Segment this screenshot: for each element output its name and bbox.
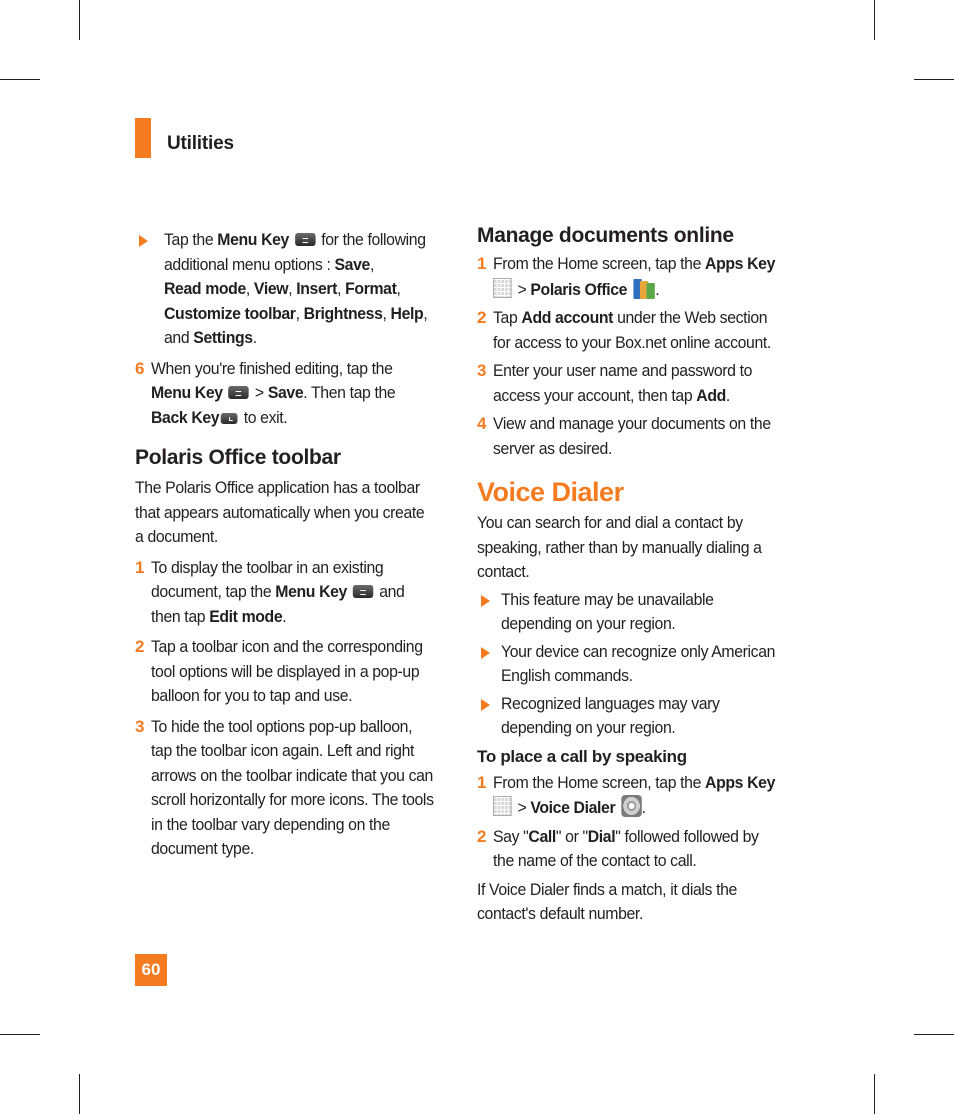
page-number: 60 xyxy=(135,954,167,986)
triangle-bullet-icon xyxy=(477,692,501,716)
voice-bullet-2 xyxy=(477,640,797,689)
step-6 xyxy=(135,357,455,431)
crop-mark xyxy=(874,1074,875,1114)
step-number: 2 xyxy=(135,637,145,656)
triangle-bullet-icon xyxy=(135,228,164,252)
text-run: From the Home screen, tap the xyxy=(493,772,706,792)
option-read-mode: Read mode xyxy=(164,279,246,298)
text-run: " followed followed by the name of the contact to call. xyxy=(493,826,759,870)
separator: , xyxy=(369,254,374,274)
manage-step-4 xyxy=(477,412,797,461)
text-run: Tap xyxy=(493,308,522,327)
triangle-bullet-icon xyxy=(477,640,501,664)
separator: , xyxy=(245,279,254,298)
call-step-1-text xyxy=(493,771,776,821)
text-run: . Then tap the xyxy=(303,383,396,402)
section-accent-bar xyxy=(135,118,151,158)
polaris-office-icon xyxy=(633,277,655,299)
edit-mode-label: Edit mode xyxy=(209,606,283,626)
option-settings: Settings xyxy=(193,328,253,347)
section-header xyxy=(135,118,234,158)
voice-dialer-icon xyxy=(621,795,641,817)
text-run: When you're finished editing, tap the xyxy=(151,358,393,378)
right-column xyxy=(477,224,797,927)
option-view: View xyxy=(253,279,289,298)
left-column xyxy=(135,228,455,862)
voice-dialer-heading: Voice Dialer xyxy=(477,477,624,507)
text-run: Tap the xyxy=(164,230,218,249)
crop-mark xyxy=(0,1034,40,1035)
apps-key-icon xyxy=(493,796,512,816)
step-number: 2 xyxy=(477,308,487,327)
text-run: From the Home screen, tap the xyxy=(493,254,706,273)
manage-step-2-text xyxy=(493,306,776,355)
text-run: Say " xyxy=(493,826,529,846)
dial-label: Dial xyxy=(587,826,616,846)
option-insert: Insert xyxy=(296,279,338,298)
call-step-2 xyxy=(477,825,797,874)
separator: , xyxy=(382,303,391,323)
back-key-icon xyxy=(221,413,238,424)
step-6-text xyxy=(151,357,434,431)
call-step-1 xyxy=(477,771,797,821)
menu-key-icon xyxy=(295,233,315,246)
call-heading: To place a call by speaking xyxy=(477,746,687,766)
voice-bullet-3-text: Recognized languages may vary depending on your region. xyxy=(501,693,720,737)
option-format: Format xyxy=(345,279,397,298)
apps-key-label: Apps Key xyxy=(705,254,775,273)
text-run: > xyxy=(513,279,531,299)
manage-step-1-text xyxy=(493,252,776,302)
text-run: . xyxy=(641,798,646,817)
crop-mark xyxy=(914,1034,954,1035)
step-number: 3 xyxy=(477,361,487,380)
crop-mark xyxy=(914,79,954,80)
polaris-office-label: Polaris Office xyxy=(530,279,628,299)
toolbar-step-2 xyxy=(135,635,455,709)
crop-mark xyxy=(0,79,40,80)
step-number: 1 xyxy=(477,254,487,273)
manage-step-3 xyxy=(477,359,797,408)
text-run: " or " xyxy=(555,826,588,846)
manage-step-4-text: View and manage your documents on the server as desired. xyxy=(493,414,771,458)
add-label: Add xyxy=(696,385,726,405)
text-run: and then tap xyxy=(151,582,405,626)
separator: , xyxy=(288,279,297,298)
separator: , xyxy=(337,279,346,298)
text-run: for the following additional menu options : xyxy=(164,230,426,274)
text-run: Enter your user name and password to access your account, then tap xyxy=(493,361,753,405)
crop-mark xyxy=(79,1074,80,1114)
menu-options-bullet xyxy=(135,228,455,351)
voice-bullet-1 xyxy=(477,588,797,637)
manage-heading: Manage documents online xyxy=(477,224,734,247)
separator: , xyxy=(295,303,304,323)
manage-step-1 xyxy=(477,252,797,302)
apps-key-label: Apps Key xyxy=(705,772,775,792)
manage-step-2 xyxy=(477,306,797,355)
step-number: 1 xyxy=(135,557,145,577)
toolbar-step-2-text: Tap a toolbar icon and the corresponding tool options will be displayed in a pop-up balloon for you to tap and use. xyxy=(151,637,423,705)
apps-key-icon xyxy=(493,278,512,298)
text-run: > xyxy=(513,798,531,817)
text-run: to exit. xyxy=(239,407,288,427)
call-step-2-text xyxy=(493,825,776,874)
text-run: To display the toolbar in an existing document, tap the xyxy=(151,557,384,601)
toolbar-step-3 xyxy=(135,715,455,862)
option-brightness: Brightness xyxy=(303,303,383,323)
section-title: Utilities xyxy=(167,133,234,154)
add-account-label: Add account xyxy=(521,308,614,327)
toolbar-step-1 xyxy=(135,556,455,630)
step-number: 6 xyxy=(135,358,145,378)
step-number: 4 xyxy=(477,414,487,433)
voice-dialer-label: Voice Dialer xyxy=(530,798,616,817)
back-key-label: Back Key xyxy=(151,407,220,427)
menu-key-icon xyxy=(229,386,249,399)
menu-key-icon xyxy=(353,585,373,598)
text-run: . xyxy=(655,279,660,299)
text-run: . xyxy=(282,606,287,626)
toolbar-step-3-text: To hide the tool options pop-up balloon, tap the toolbar icon again. Left and right arrows on the toolbar indicate that you can scroll horizontally for more icons. The tools in the toolbar vary depending on the document type. xyxy=(151,716,434,858)
crop-mark xyxy=(874,0,875,40)
option-save: Save xyxy=(334,254,370,274)
voice-bullet-3 xyxy=(477,692,797,741)
voice-bullet-2-text: Your device can recognize only American English commands. xyxy=(501,641,776,685)
voice-bullet-1-text: This feature may be unavailable depending on your region. xyxy=(501,589,714,633)
toolbar-step-1-text xyxy=(151,556,434,630)
menu-options-text xyxy=(164,228,435,351)
option-customize-toolbar: Customize toolbar xyxy=(164,303,296,323)
option-help: Help xyxy=(390,303,424,323)
crop-mark xyxy=(79,0,80,40)
menu-key-label: Menu Key xyxy=(217,230,289,249)
menu-key-label: Menu Key xyxy=(275,582,347,601)
step-number: 3 xyxy=(135,716,145,736)
voice-dialer-intro: You can search for and dial a contact by speaking, rather than by manually dialing a contact. xyxy=(477,513,762,581)
save-label: Save xyxy=(267,383,304,402)
separator: . xyxy=(252,328,257,347)
separator: , xyxy=(396,279,401,298)
step-number: 1 xyxy=(477,772,487,792)
separator: , and xyxy=(164,303,428,347)
manage-step-3-text xyxy=(493,359,763,408)
closing-text: If Voice Dialer finds a match, it dials the contact's default number. xyxy=(477,879,737,923)
text-run: under the Web section for access to your Box.net online account. xyxy=(493,308,771,352)
text-run: > xyxy=(250,383,268,402)
text-run: . xyxy=(725,385,730,405)
call-label: Call xyxy=(528,826,556,846)
toolbar-intro: The Polaris Office application has a toolbar that appears automatically when you create a document. xyxy=(135,478,425,546)
toolbar-heading: Polaris Office toolbar xyxy=(135,446,341,469)
menu-key-label: Menu Key xyxy=(151,383,223,402)
step-number: 2 xyxy=(477,826,487,846)
triangle-bullet-icon xyxy=(477,588,501,612)
